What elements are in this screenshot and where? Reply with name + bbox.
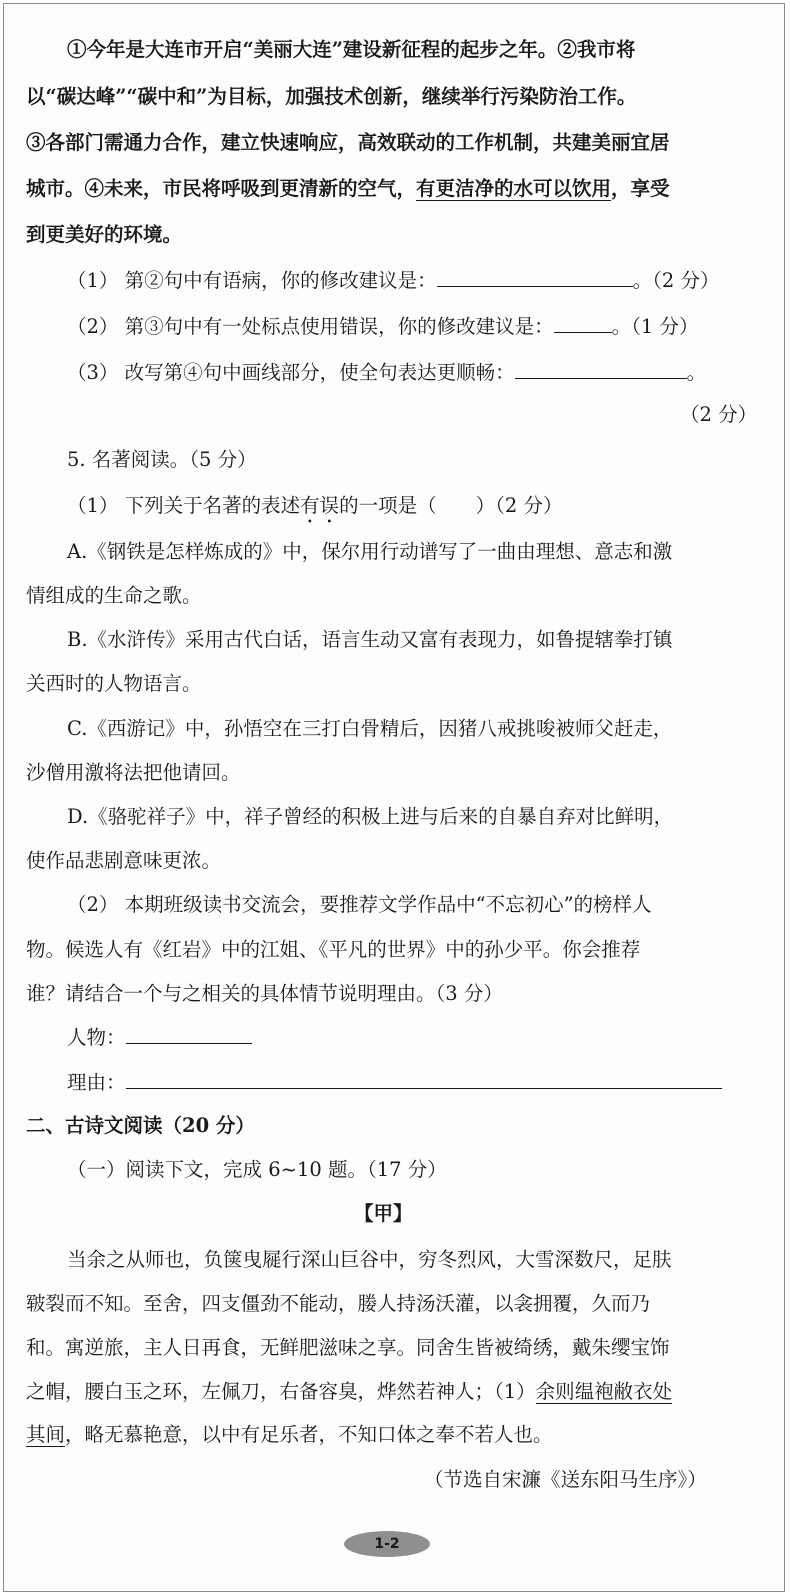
passage-line-2: 以“碳达峰”“碳中和”为目标，加强技术创新，继续举行污染防治工作。: [26, 85, 637, 108]
person-label: 人物：: [67, 1026, 126, 1049]
q5-sub1-tail: 的一项是（ ）（2 分）: [339, 494, 563, 517]
reason-answer-blank[interactable]: [126, 1068, 722, 1089]
q5-sub1: [67, 491, 562, 528]
q4-sub1-score: 。（2 分）: [632, 269, 720, 292]
q4-sub2-answer-blank[interactable]: [554, 312, 612, 333]
underlined-sentence-start: 余则缊袍敝衣处: [535, 1380, 673, 1403]
page-number-badge: 1-2: [344, 1531, 430, 1557]
passage-line-3: ③各部门需通力合作，建立快速响应，高效联动的工作机制，共建美丽宜居: [26, 131, 670, 154]
reason-row: [67, 1068, 722, 1098]
passage-line-4-text: 城市。④未来，市民将呼吸到更清新的空气，: [26, 177, 417, 200]
q4-sub3-text: （3） 改写第④句中画线部分，使全句表达更顺畅：: [67, 361, 515, 384]
q5-sub2-line-3: 谁？请结合一个与之相关的具体情节说明理由。（3 分）: [26, 982, 503, 1005]
passage-jia-label: 【甲】: [354, 1202, 413, 1225]
passage-line-1: ①今年是大连市开启“美丽大连”建设新征程的起步之年。②我市将: [67, 38, 636, 61]
q4-sub1-answer-blank[interactable]: [437, 266, 633, 287]
classical-line-2: 皲裂而不知。至舍，四支僵劲不能动，媵人持汤沃灌，以衾拥覆，久而乃: [26, 1292, 651, 1315]
classical-line-3: 和。寓逆旅，主人日再食，无鲜肥滋味之享。同舍生皆被绮绣，戴朱缨宝饰: [26, 1336, 670, 1359]
option-d-line-2: 使作品悲剧意味更浓。: [26, 849, 222, 872]
classical-line-1: 当余之从师也，负箧曳屣行深山巨谷中，穷冬烈风，大雪深数尺，足肤: [67, 1248, 672, 1271]
underlined-sentence-end: 其间: [26, 1423, 66, 1446]
option-b-line-1: B.《水浒传》采用古代白话，语言生动又富有表现力，如鲁提辖拳打镇: [67, 628, 673, 651]
source-citation: （节选自宋濂《送东阳马生序》）: [424, 1468, 707, 1491]
person-answer-blank[interactable]: [126, 1023, 252, 1044]
classical-line-4-text: 之帽，腰白玉之环，左佩刀，右备容臭，烨然若神人；（1）: [26, 1380, 536, 1403]
q4-sub3-answer-blank[interactable]: [515, 358, 687, 379]
q5-sub2-line-2: 物。候选人有《红岩》中的江姐、《平凡的世界》中的孙少平。你会推荐: [26, 938, 641, 961]
section-2-heading: 二、古诗文阅读（20 分）: [26, 1114, 255, 1137]
reason-label: 理由：: [67, 1071, 126, 1094]
q4-sub3-end: 。: [686, 361, 707, 384]
q5-title: 5. 名著阅读。（5 分）: [67, 448, 257, 471]
q4-sub3-score: （2 分）: [680, 403, 758, 426]
option-b-line-2: 关西时的人物语言。: [26, 672, 202, 695]
exam-page: [3, 3, 785, 1592]
passage-line-5: 到更美好的环境。: [26, 223, 183, 246]
option-c-line-1: C.《西游记》中，孙悟空在三打白骨精后，因猪八戒挑唆被师父赶走，: [67, 717, 673, 740]
q5-sub1-text: （1） 下列关于名著的表述: [67, 494, 301, 517]
passage-line-4-end: ，享受: [611, 177, 670, 200]
q4-sub3: [67, 358, 706, 388]
option-a-line-1: A.《钢铁是怎样炼成的》中，保尔用行动谱写了一曲由理想、意志和激: [67, 540, 673, 563]
q4-sub2-score: 。（1 分）: [611, 315, 699, 338]
option-a-line-2: 情组成的生命之歌。: [26, 584, 202, 607]
option-c-line-2: 沙僧用激将法把他请回。: [26, 761, 241, 784]
person-row: [67, 1023, 252, 1053]
passage-line-4: [26, 174, 670, 204]
option-d-line-1: D.《骆驼祥子》中，祥子曾经的积极上进与后来的自暴自弃对比鲜明，: [67, 805, 674, 828]
q4-sub1: [67, 266, 719, 296]
q5-sub2-line-1: （2） 本期班级读书交流会，要推荐文学作品中“不忘初心”的榜样人: [67, 893, 652, 916]
classical-line-5-text: ，略无慕艳意，以中有足乐者，不知口体之奉不若人也。: [65, 1423, 553, 1446]
classical-line-4: [26, 1377, 672, 1407]
q4-sub1-text: （1） 第②句中有语病，你的修改建议是：: [67, 269, 437, 292]
q4-sub2-text: （2） 第③句中有一处标点使用错误，你的修改建议是：: [67, 315, 554, 338]
section-2-subheading: （一）阅读下文，完成 6~10 题。（17 分）: [67, 1158, 447, 1181]
classical-line-5: [26, 1420, 553, 1450]
q4-sub2: [67, 312, 698, 342]
underlined-phrase: 有更洁净的水可以饮用: [416, 177, 612, 200]
emphasized-words: 有误: [300, 494, 340, 517]
